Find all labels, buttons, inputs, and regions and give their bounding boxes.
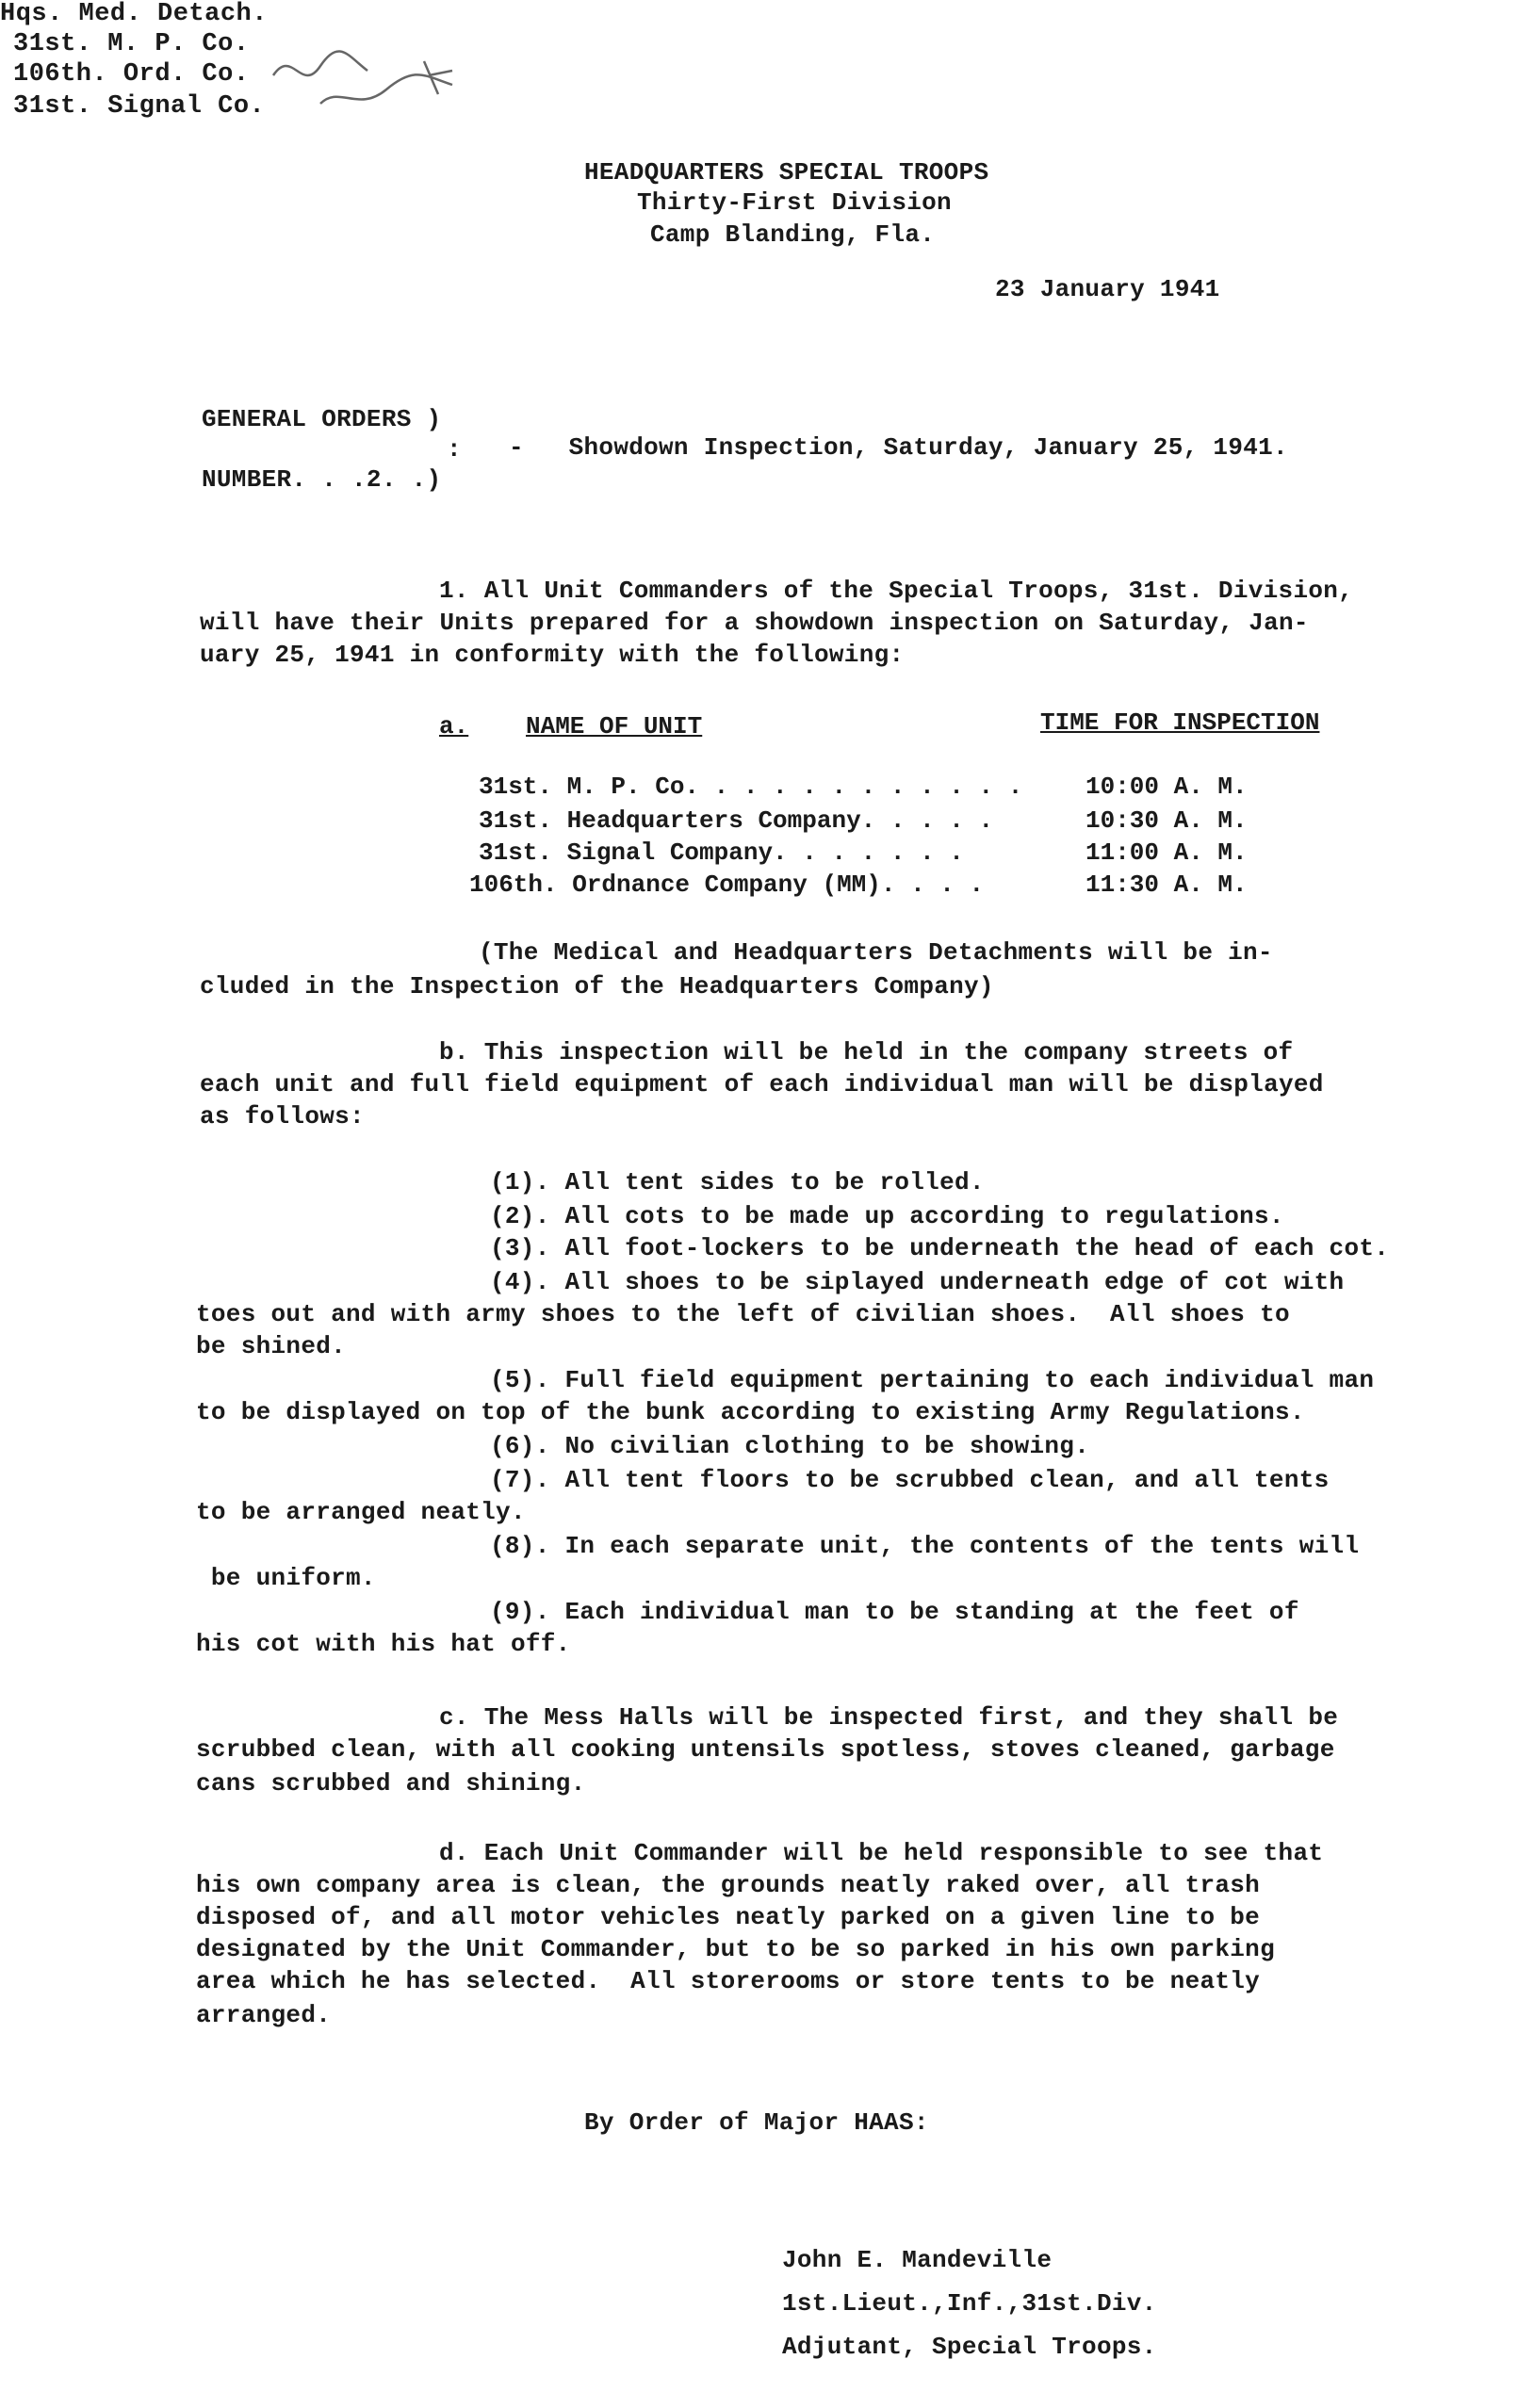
distribution-line-4: 31st. Signal Co. (13, 92, 266, 121)
table-header-unit: NAME OF UNIT (526, 712, 703, 740)
document-date: 23 January 1941 (995, 275, 1220, 303)
para-c-line-2: scrubbed clean, with all cooking untensils spotless, stoves cleaned, garbage (196, 1735, 1335, 1764)
distribution-line-2: 31st. M. P. Co. (13, 30, 250, 58)
order-subject: - Showdown Inspection, Saturday, January 25, 1941. (509, 433, 1288, 462)
item-line: (7). All tent floors to be scrubbed clean, and all tents (490, 1466, 1330, 1494)
item-line: (8). In each separate unit, the contents of the tents will (490, 1532, 1360, 1560)
table-label: a. (439, 712, 469, 740)
distribution-line-3: 106th. Ord. Co. (13, 60, 250, 89)
signature-rank: 1st.Lieut.,Inf.,31st.Div. (782, 2289, 1157, 2318)
para1-line-1: 1. All Unit Commanders of the Special Troops, 31st. Division, (439, 577, 1354, 605)
general-orders-line-2: : (447, 435, 462, 464)
table-row-time: 10:30 A. M. (1085, 806, 1248, 835)
signature-title: Adjutant, Special Troops. (782, 2333, 1157, 2361)
item-line: (4). All shoes to be siplayed underneath edge of cot with (490, 1268, 1345, 1296)
para-d-line-5: area which he has selected. All storerooms or store tents to be neatly (196, 1967, 1261, 1995)
item-line: to be displayed on top of the bunk according to existing Army Regulations. (196, 1398, 1305, 1426)
table-row-unit: 106th. Ordnance Company (MM). . . . (469, 870, 985, 899)
item-line: toes out and with army shoes to the left of civilian shoes. All shoes to (196, 1300, 1290, 1328)
note-line-2: cluded in the Inspection of the Headquarters Company) (200, 972, 994, 1001)
item-line: (5). Full field equipment pertaining to each individual man (490, 1366, 1375, 1394)
general-orders-number: NUMBER. . .2. .) (202, 465, 442, 494)
header-line-2: Thirty-First Division (637, 188, 952, 217)
header-line-1: HEADQUARTERS SPECIAL TROOPS (584, 158, 989, 187)
item-line: (2). All cots to be made up according to regulations. (490, 1202, 1284, 1230)
para-b-line-1: b. This inspection will be held in the company streets of (439, 1038, 1294, 1066)
item-line: to be arranged neatly. (196, 1498, 526, 1526)
para-b-line-2: each unit and full field equipment of each individual man will be displayed (200, 1070, 1324, 1098)
table-row-time: 11:30 A. M. (1085, 870, 1248, 899)
item-line: (1). All tent sides to be rolled. (490, 1168, 985, 1196)
table-row-unit: 31st. M. P. Co. . . . . . . . . . . . (479, 773, 1023, 801)
item-line: (3). All foot-lockers to be underneath the head of each cot. (490, 1234, 1390, 1262)
table-row-unit: 31st. Signal Company. . . . . . . (479, 838, 964, 867)
para-d-line-4: designated by the Unit Commander, but to be so parked in his own parking (196, 1935, 1275, 1963)
item-line: (9). Each individual man to be standing at the feet of (490, 1598, 1299, 1626)
table-row-time: 10:00 A. M. (1085, 773, 1248, 801)
para1-line-3: uary 25, 1941 in conformity with the following: (200, 641, 905, 669)
table-row-unit: 31st. Headquarters Company. . . . . (479, 806, 994, 835)
table-row-time: 11:00 A. M. (1085, 838, 1248, 867)
para-d-line-2: his own company area is clean, the grounds neatly raked over, all trash (196, 1871, 1261, 1899)
item-line: (6). No civilian clothing to be showing. (490, 1432, 1090, 1460)
para-d-line-6: arranged. (196, 2001, 332, 2029)
note-line-1: (The Medical and Headquarters Detachments will be in- (479, 938, 1273, 967)
item-line: his cot with his hat off. (196, 1630, 571, 1658)
para-d-line-3: disposed of, and all motor vehicles neatly parked on a given line to be (196, 1903, 1261, 1931)
para-c-line-1: c. The Mess Halls will be inspected first, and they shall be (439, 1703, 1339, 1732)
header-line-3: Camp Blanding, Fla. (650, 220, 936, 249)
by-order: By Order of Major HAAS: (584, 2108, 929, 2137)
para-b-line-3: as follows: (200, 1102, 365, 1131)
item-line: be shined. (196, 1332, 347, 1360)
general-orders-line-1: GENERAL ORDERS ) (202, 405, 442, 433)
item-line: be uniform. (196, 1564, 376, 1592)
signature-name: John E. Mandeville (782, 2246, 1053, 2274)
para1-line-2: will have their Units prepared for a showdown inspection on Saturday, Jan- (200, 609, 1309, 637)
distribution-line-1: Hqs. Med. Detach. (0, 0, 268, 28)
para-c-line-3: cans scrubbed and shining. (196, 1769, 586, 1798)
handwritten-initials (264, 38, 471, 132)
table-header-time: TIME FOR INSPECTION (1040, 708, 1320, 737)
para-d-line-1: d. Each Unit Commander will be held responsible to see that (439, 1839, 1324, 1867)
